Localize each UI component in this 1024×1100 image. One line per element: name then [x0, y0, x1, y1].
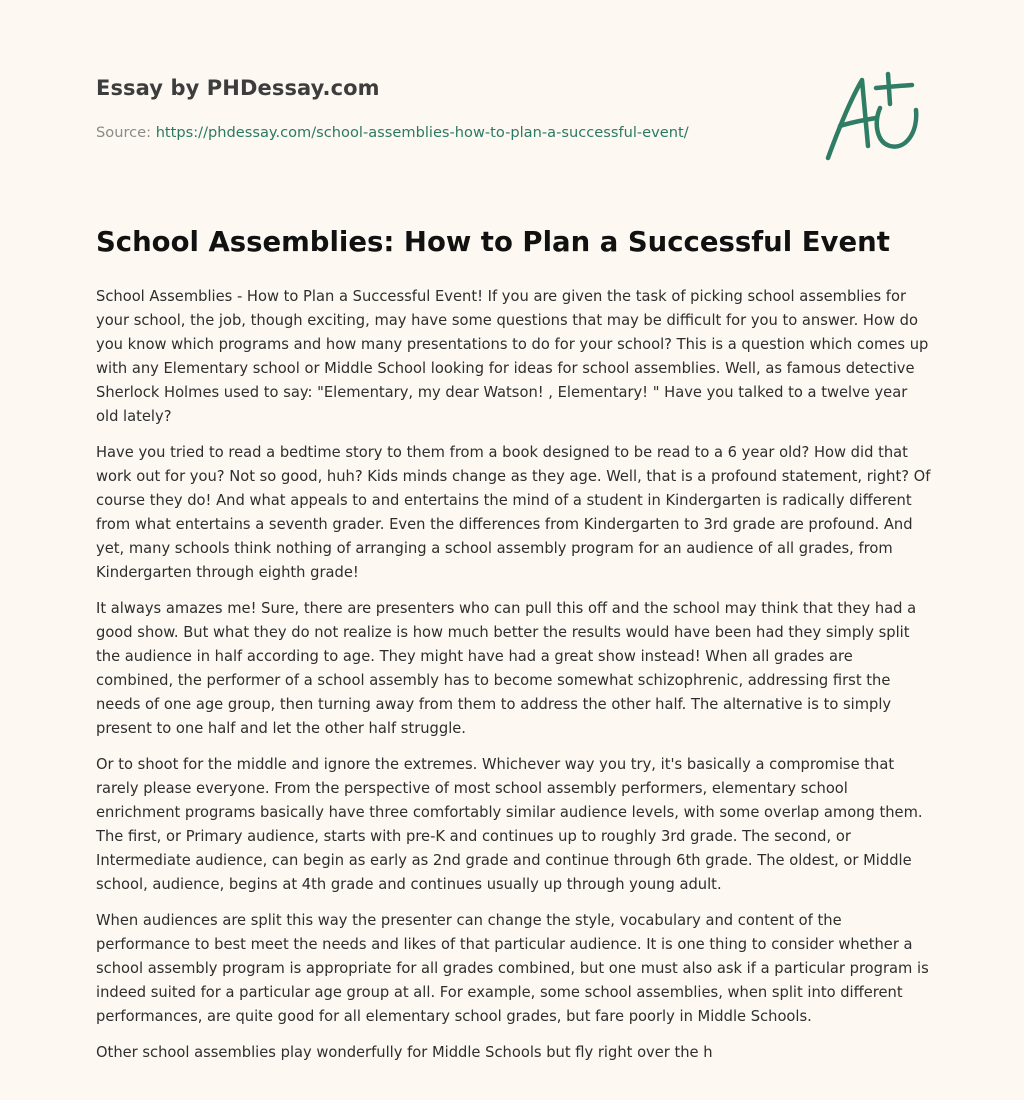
essay-paragraph: It always amazes me! Sure, there are presenters who can pull this off and the school may think that they had a good show. But what they do not realize is how much better the results would have been had they simply split the audience in half according to age. They might have had a great show instead! When all grades are combined, the performer of a school assembly has to become somewhat schizophrenic, addressing first the needs of one age group, then turning away from them to address the other half. The alternative is to simply present to one half and let the other half struggle. [96, 600, 917, 737]
source-label: Source: [96, 124, 152, 141]
site-title: Essay by PHDessay.com [96, 76, 380, 100]
essay-title: School Assemblies: How to Plan a Successful Event [96, 226, 890, 258]
essay-paragraph: Or to shoot for the middle and ignore the extremes. Whichever way you try, it's basically a compromise that rarely please everyone. From the perspective of most school assembly performers, elementary school enrichment programs basically have three comfortably similar audience levels, with some overlap among them. The first, or Primary audience, starts with pre-K and continues up to roughly 3rd grade. The second, or Intermediate audience, can begin as early as 2nd grade and continue through 6th grade. The oldest, or Middle school, audience, begins at 4th grade and continues usually up through young adult. [96, 756, 923, 893]
essay-paragraph: Have you tried to read a bedtime story to them from a book designed to be read to a 6 year old? How did that work out for you? Not so good, huh? Kids minds change as they age. Well, that is a profound statement, right? Of course they do! And what appeals to and entertains the mind of a student in Kindergarten is radically different from what entertains a seventh grader. Even the differences from Kindergarten to 3rd grade are profound. And yet, many schools think nothing of arranging a school assembly program for an audience of all grades, from Kindergarten through eighth grade! [96, 444, 931, 581]
essay-paragraph: Other school assemblies play wonderfully for Middle Schools but fly right over the h [96, 1044, 713, 1061]
essay-body [96, 285, 932, 1077]
source-link[interactable]: https://phdessay.com/school-assemblies-how-to-plan-a-successful-event/ [155, 124, 689, 141]
source-line [96, 124, 689, 141]
essay-paragraph: School Assemblies - How to Plan a Successful Event! If you are given the task of picking school assemblies for your school, the job, though exciting, may have some questions that may be difficult for you to answer. How do you know which programs and how many presentations to do for your school? This is a question which comes up with any Elementary school or Middle School looking for ideas for school assemblies. Well, as famous detective Sherlock Holmes used to say: "Elementary, my dear Watson! , Elementary! " Have you talked to a twelve year old lately? [96, 288, 929, 425]
a-plus-grade-icon [818, 66, 930, 168]
essay-paragraph: When audiences are split this way the presenter can change the style, vocabulary and content of the performance to best meet the needs and likes of that particular audience. It is one thing to consider whether a school assembly program is appropriate for all grades combined, but one must also ask if a particular program is indeed suited for a particular age group at all. For example, some school assemblies, when split into different performances, are quite good for all elementary school grades, but fare poorly in Middle Schools. [96, 912, 929, 1025]
